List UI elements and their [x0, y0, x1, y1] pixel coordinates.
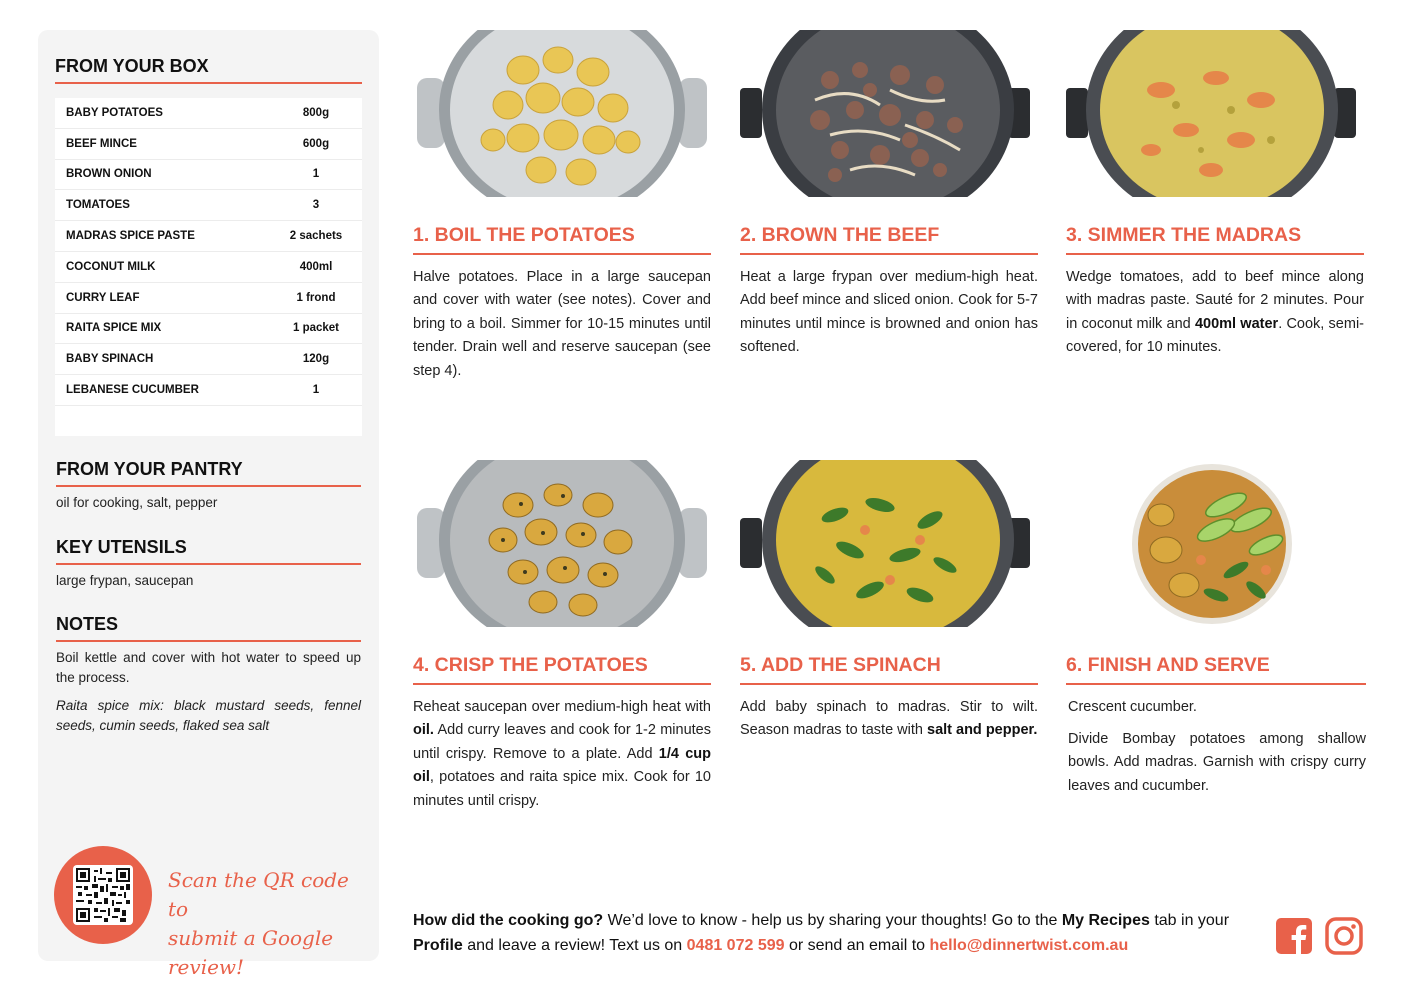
ingredient-name: LEBANESE CUCUMBER: [66, 384, 199, 397]
ingredient-name: MADRAS SPICE PASTE: [66, 230, 195, 243]
step-4-text-e: , potatoes and raita spice mix. Cook for 10 minutes until crispy.: [413, 769, 711, 809]
footer-profile: Profile: [413, 937, 463, 954]
ingredient-qty: 120g: [302, 353, 330, 366]
sidebar: [38, 30, 379, 979]
step-3-text: [1066, 266, 1364, 360]
step-2-text: Heat a large frypan over medium-high heat. Add beef mince and sliced onion. Cook for 5-7 minutes until mince is browned and onion has softened.: [740, 269, 1038, 356]
notes-heading: NOTES: [56, 614, 361, 642]
step-6-image: [1066, 460, 1364, 632]
ingredient-qty: 1 frond: [296, 291, 336, 304]
pantry-text: oil for cooking, salt, pepper: [56, 495, 218, 510]
from-your-box-heading: FROM YOUR BOX: [55, 56, 362, 84]
footer-text-1: We’d love to know - help us by sharing your thoughts! Go to the: [603, 912, 1062, 929]
table-row: [55, 375, 362, 406]
ingredient-qty: 3: [312, 199, 320, 212]
step-1-title: 1. BOIL THE POTATOES: [413, 224, 711, 255]
step-2-title: 2. BROWN THE BEEF: [740, 224, 1038, 255]
table-row: [55, 344, 362, 375]
key-utensils-heading: KEY UTENSILS: [56, 537, 361, 565]
ingredient-qty: 1: [312, 168, 320, 181]
footer-question: How did the cooking go?: [413, 912, 604, 929]
step-3-image: [1066, 30, 1364, 202]
ingredient-qty: 600g: [302, 137, 330, 150]
table-row: [55, 221, 362, 252]
table-row: [55, 160, 362, 191]
table-row: [55, 283, 362, 314]
step-6-text-1: Crescent cucumber.: [1068, 699, 1197, 715]
step-4-text-c: Add curry leaves and cook for 1-2 minutes until crispy. Remove to a plate. Add: [413, 722, 711, 762]
step-4-text-a: Reheat saucepan over medium-high heat with: [413, 699, 711, 715]
step-6-text-2: Divide Bombay potatoes among shallow bowls. Add madras. Garnish with crispy curry leaves and cucumber.: [1068, 731, 1366, 794]
step-3-text-bold: 400ml water: [1194, 315, 1279, 332]
table-row: [55, 314, 362, 345]
step-4-image: [413, 460, 711, 632]
footer-my-recipes: My Recipes: [1061, 912, 1150, 929]
footer-text-2: tab in your: [1149, 912, 1230, 929]
step-3-title: 3. SIMMER THE MADRAS: [1066, 224, 1364, 255]
step-5-text-a: Add baby spinach to madras. Stir to wilt. Season madras to taste with: [740, 699, 1038, 739]
step-5-image: [740, 460, 1038, 632]
instagram-icon[interactable]: [1325, 916, 1363, 956]
ingredient-qty: 1: [312, 384, 320, 397]
ingredient-qty: 400ml: [299, 260, 333, 273]
step-4-text: [413, 696, 711, 813]
step-1-text: Halve potatoes. Place in a large saucepan and cover with water (see notes). Cover and bring to a boil. Simmer for 10-15 minutes until tender. Drain well and reserve saucepan (see step 4).: [413, 269, 711, 379]
step-3-text-a: Wedge tomatoes, add to beef mince along with madras paste. Sauté for 2 minutes. Pour in coconut milk and: [1066, 269, 1364, 332]
ingredient-name: BEEF MINCE: [66, 137, 137, 150]
ingredient-name: BABY POTATOES: [66, 106, 163, 119]
step-6-title: 6. FINISH AND SERVE: [1066, 654, 1366, 685]
from-your-pantry-heading: FROM YOUR PANTRY: [56, 459, 361, 487]
ingredient-name: COCONUT MILK: [66, 260, 156, 273]
step-4-text-oil-amount: 1/4 cup oil: [413, 745, 711, 786]
footer-text-4: or send an email to: [784, 937, 930, 954]
ingredient-name: TOMATOES: [66, 199, 130, 212]
ingredient-name: BROWN ONION: [66, 168, 152, 181]
step-5-title: 5. ADD THE SPINACH: [740, 654, 1038, 685]
footer-text-3: and leave a review! Text us on: [462, 937, 687, 954]
ingredients-table: [55, 98, 362, 436]
qr-caption: [168, 866, 368, 982]
notes-text: Boil kettle and cover with hot water to speed up the process.: [56, 650, 361, 685]
ingredient-qty: 800g: [302, 106, 330, 119]
feedback-footer: [413, 908, 1263, 958]
step-5-text-bold: salt and pepper.: [927, 722, 1038, 739]
ingredient-qty: 1 packet: [292, 322, 340, 335]
step-2-image: [740, 30, 1038, 202]
qr-caption-line-2: submit a Google review!: [168, 926, 334, 979]
table-row: [55, 252, 362, 283]
notes-raita-text: Raita spice mix: black mustard seeds, fennel seeds, cumin seeds, flaked sea salt: [56, 698, 361, 733]
table-row: [55, 98, 362, 129]
utensils-text: large frypan, saucepan: [56, 573, 194, 588]
ingredient-qty: 2 sachets: [289, 230, 343, 243]
table-row: [55, 190, 362, 221]
footer-phone-link[interactable]: 0481 072 599: [686, 937, 785, 954]
step-1-image: [413, 30, 711, 202]
facebook-icon[interactable]: [1275, 916, 1313, 956]
ingredient-name: CURRY LEAF: [66, 291, 140, 304]
step-4-text-oil: oil.: [413, 722, 434, 739]
ingredient-name: RAITA SPICE MIX: [66, 322, 162, 335]
qr-caption-line-1: Scan the QR code to: [168, 868, 349, 921]
step-4-title: 4. CRISP THE POTATOES: [413, 654, 711, 685]
ingredient-name: BABY SPINACH: [66, 353, 154, 366]
qr-badge[interactable]: [54, 846, 152, 944]
table-row: [55, 129, 362, 160]
step-5-text: [740, 696, 1038, 743]
footer-email-link[interactable]: hello@dinnertwist.com.au: [929, 937, 1129, 954]
qr-code-icon[interactable]: [73, 865, 133, 925]
step-3-text-c: . Cook, semi-covered, for 10 minutes.: [1066, 315, 1364, 356]
